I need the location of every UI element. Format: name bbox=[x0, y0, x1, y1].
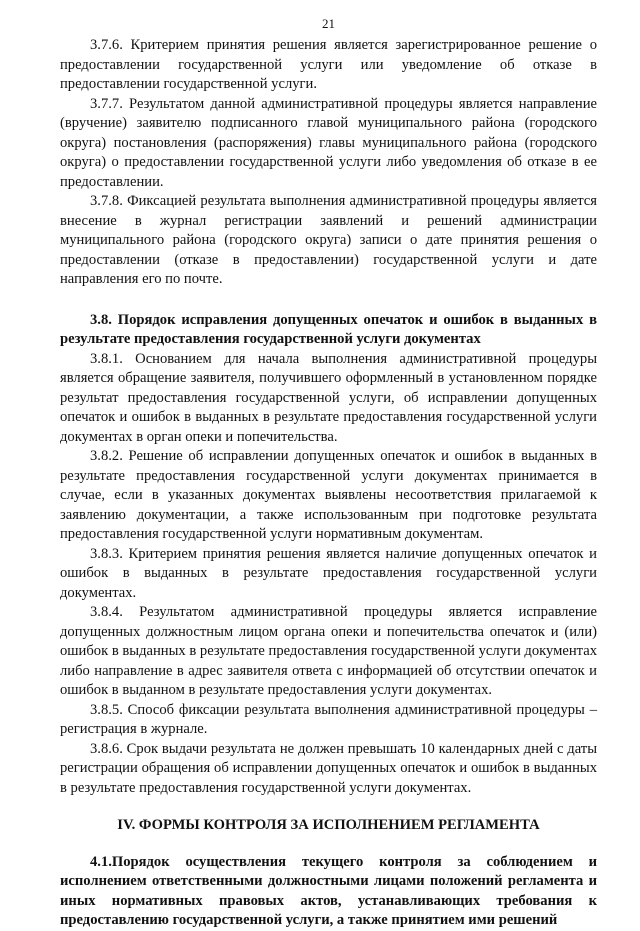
document-page bbox=[60, 16, 597, 931]
paragraph-3-8-3: 3.8.3. Критерием принятия решения является наличие допущенных опечаток и ошибок в выданных в результате предоставления государственной услуги документах. bbox=[60, 545, 597, 601]
paragraph-3-8-6: 3.8.6. Срок выдачи результата не должен превышать 10 календарных дней с даты регистрации обращения об исправлении допущенных опечаток и ошибок в выданных в результате предоставления государственной услуги документах. bbox=[60, 740, 597, 796]
paragraph-3-8-4: 3.8.4. Результатом административной процедуры является исправление допущенных должностным лицом органа опеки и попечительства опечаток и (или) ошибок в выданных в результате предоставления государственной услуги документах либо направление в адрес заявителя ответа с информацией об отсутствии опечаток и ошибок в выданном в результате предоставления услуги документах. bbox=[60, 604, 597, 698]
chapter-heading-4: IV. ФОРМЫ КОНТРОЛЯ ЗА ИСПОЛНЕНИЕМ РЕГЛАМЕНТА bbox=[117, 817, 540, 833]
paragraph-3-7-6: 3.7.6. Критерием принятия решения является зарегистрированное решение о предоставлении государственной услуги или уведомление об отказе в предоставлении государственной услуги. bbox=[60, 37, 597, 92]
paragraph-3-8-1: 3.8.1. Основанием для начала выполнения административной процедуры является обращение заявителя, получившего оформленный в установленном порядке результат предоставления государственной услуги, об исправлении допущенных опечаток и ошибок в выданных в результате предоставления государственной услуги документах в орган опеки и попечительства. bbox=[60, 350, 597, 445]
paragraph-3-7-7: 3.7.7. Результатом данной административной процедуры является направление (вручение) заявителю подписанного главой муниципального района (городского округа) постановления (распоряжения) главы муниципального района (городского округа) о предоставлении государственной услуги либо уведомления об отказе в ее предоставлении. bbox=[60, 95, 597, 190]
section-heading-3-8: 3.8. Порядок исправления допущенных опечаток и ошибок в выданных в результате предоставления государственной услуги документах bbox=[60, 311, 597, 347]
paragraph-3-8-5: 3.8.5. Способ фиксации результата выполнения административной процедуры – регистрация в журнале. bbox=[60, 701, 597, 737]
page-number: 21 bbox=[322, 16, 335, 31]
paragraph-3-7-8: 3.7.8. Фиксацией результата выполнения административной процедуры является внесение в журнал регистрации заявлений и решений администрации муниципального района (городского округа) записи о дате принятия решения о предоставлении (отказе в предоставлении) государственной услуги и дате направления его по почте. bbox=[60, 193, 597, 287]
subsection-heading-4-1: 4.1.Порядок осуществления текущего контроля за соблюдением и исполнением ответственными должностными лицами положений регламента и иных нормативных правовых актов, устанавливающих требования к предоставлению государственной услуги, а также принятием ими решений bbox=[60, 853, 597, 928]
paragraph-3-8-2: 3.8.2. Решение об исправлении допущенных опечаток и ошибок в выданных в результате предоставления государственной услуги документах принимается в случае, если в указанных документах выявлены несоответствия прилагаемой к заявлению документации, а также использованным при подготовке результата предоставления государственной услуги нормативным документам. bbox=[60, 448, 597, 542]
